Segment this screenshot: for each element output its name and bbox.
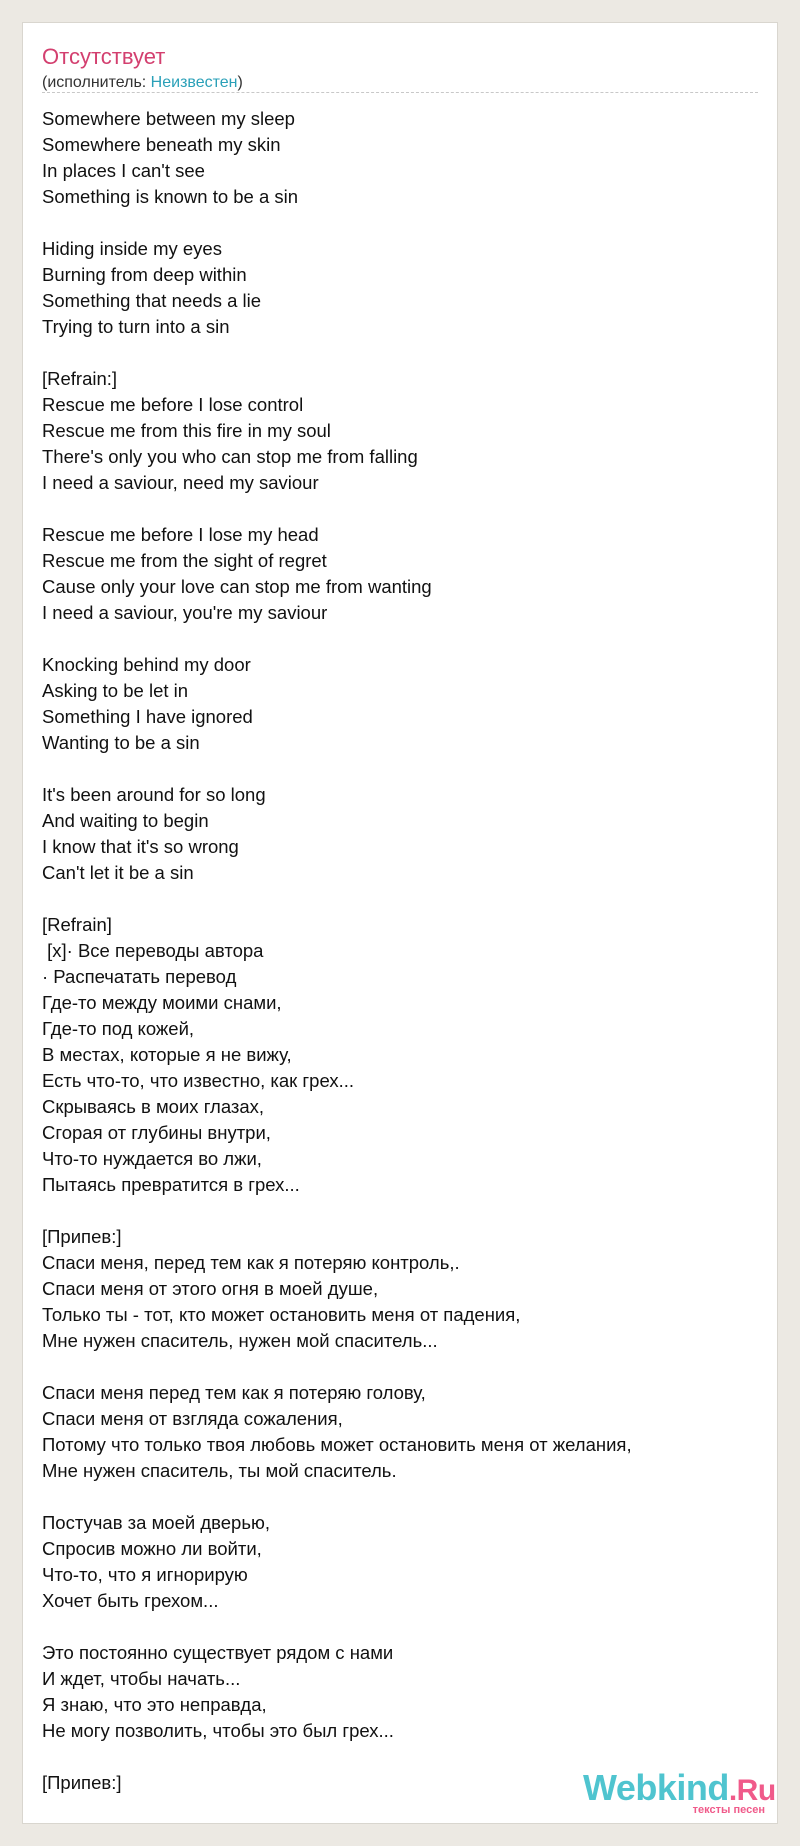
- lyric-line: [Refrain]: [42, 914, 112, 935]
- lyric-line: [42, 340, 762, 366]
- lyric-line: Rescue me before I lose my head: [42, 524, 319, 545]
- lyric-line: Я знаю, что это неправда,: [42, 1694, 267, 1715]
- lyric-line: Есть что-то, что известно, как грех...: [42, 1070, 354, 1091]
- lyric-line: Где-то между моими снами,: [42, 992, 282, 1013]
- lyric-line: Trying to turn into a sin: [42, 316, 230, 337]
- lyric-line: [42, 886, 762, 912]
- lyric-line: I need a saviour, need my saviour: [42, 472, 319, 493]
- lyric-line: Спаси меня от взгляда сожаления,: [42, 1408, 343, 1429]
- lyric-line: In places I can't see: [42, 160, 205, 181]
- lyric-line: And waiting to begin: [42, 810, 209, 831]
- lyric-line: Rescue me from the sight of regret: [42, 550, 327, 571]
- lyric-line: Rescue me before I lose control: [42, 394, 304, 415]
- lyric-line: Пытаясь превратится в грех...: [42, 1174, 300, 1195]
- lyric-line: [42, 756, 762, 782]
- lyric-line: [42, 1198, 762, 1224]
- lyric-line: Только ты - тот, кто может остановить меня от падения,: [42, 1304, 521, 1325]
- lyric-line: Спаси меня от этого огня в моей душе,: [42, 1278, 379, 1299]
- artist-link[interactable]: Неизвестен: [150, 74, 238, 91]
- lyric-line: Something is known to be a sin: [42, 186, 299, 207]
- lyric-line: Asking to be let in: [42, 680, 189, 701]
- lyric-line: [42, 496, 762, 522]
- logo-tagline: тексты песен: [692, 1804, 765, 1816]
- lyric-line: Спаси меня перед тем как я потеряю голову,: [42, 1382, 426, 1403]
- lyric-line: Что-то, что я игнорирую: [42, 1564, 248, 1585]
- lyric-line: Something I have ignored: [42, 706, 253, 727]
- lyric-line: [42, 1614, 762, 1640]
- lyric-line: Не могу позволить, чтобы это был грех...: [42, 1720, 394, 1741]
- lyric-line: I know that it's so wrong: [42, 836, 239, 857]
- lyric-line: Мне нужен спаситель, нужен мой спаситель...: [42, 1330, 438, 1351]
- lyric-line: [x]· Все переводы автора: [42, 940, 264, 961]
- lyric-line: Где-то под кожей,: [42, 1018, 195, 1039]
- lyric-line: [42, 1484, 762, 1510]
- lyric-line: [42, 210, 762, 236]
- lyric-line: Cause only your love can stop me from wanting: [42, 576, 432, 597]
- lyric-line: Somewhere beneath my skin: [42, 134, 281, 155]
- lyric-line: В местах, которые я не вижу,: [42, 1044, 292, 1065]
- artist-prefix: (исполнитель:: [42, 74, 151, 91]
- lyric-line: Это постоянно существует рядом с нами: [42, 1642, 394, 1663]
- song-title: Отсутствует: [42, 44, 166, 69]
- lyric-line: [Припев:]: [42, 1772, 122, 1793]
- lyric-line: Hiding inside my eyes: [42, 238, 222, 259]
- lyric-line: Can't let it be a sin: [42, 862, 194, 883]
- lyric-line: [42, 626, 762, 652]
- logo-name: Webkind: [583, 1767, 729, 1808]
- lyric-line: Постучав за моей дверью,: [42, 1512, 270, 1533]
- lyric-line: Сгорая от глубины внутри,: [42, 1122, 271, 1143]
- lyrics-card: [22, 22, 778, 1824]
- lyrics-text: [42, 106, 762, 1796]
- lyric-line: Something that needs a lie: [42, 290, 262, 311]
- webkind-logo[interactable]: [583, 1767, 776, 1816]
- lyric-line: Мне нужен спаситель, ты мой спаситель.: [42, 1460, 397, 1481]
- header-divider: [42, 92, 758, 93]
- lyric-line: Скрываясь в моих глазах,: [42, 1096, 265, 1117]
- artist-line: [42, 73, 243, 93]
- lyric-line: Rescue me from this fire in my soul: [42, 420, 331, 441]
- lyric-line: Burning from deep within: [42, 264, 247, 285]
- lyric-line: Спаси меня, перед тем как я потеряю контроль,.: [42, 1252, 460, 1273]
- lyric-line: Потому что только твоя любовь может остановить меня от желания,: [42, 1434, 632, 1455]
- lyric-line: · Распечатать перевод: [42, 966, 237, 987]
- logo-tld: .Ru: [728, 1774, 776, 1807]
- lyric-line: There's only you who can stop me from falling: [42, 446, 418, 467]
- lyric-line: Спросив можно ли войти,: [42, 1538, 262, 1559]
- artist-suffix: ): [237, 74, 243, 91]
- lyric-line: [Припев:]: [42, 1226, 122, 1247]
- lyric-line: [Refrain:]: [42, 368, 118, 389]
- lyric-line: It's been around for so long: [42, 784, 266, 805]
- lyric-line: I need a saviour, you're my saviour: [42, 602, 328, 623]
- lyric-line: И ждет, чтобы начать...: [42, 1668, 241, 1689]
- lyric-line: Somewhere between my sleep: [42, 108, 295, 129]
- lyric-line: Knocking behind my door: [42, 654, 251, 675]
- lyric-line: Хочет быть грехом...: [42, 1590, 219, 1611]
- lyric-line: Что-то нуждается во лжи,: [42, 1148, 262, 1169]
- lyric-line: Wanting to be a sin: [42, 732, 200, 753]
- lyric-line: [42, 1354, 762, 1380]
